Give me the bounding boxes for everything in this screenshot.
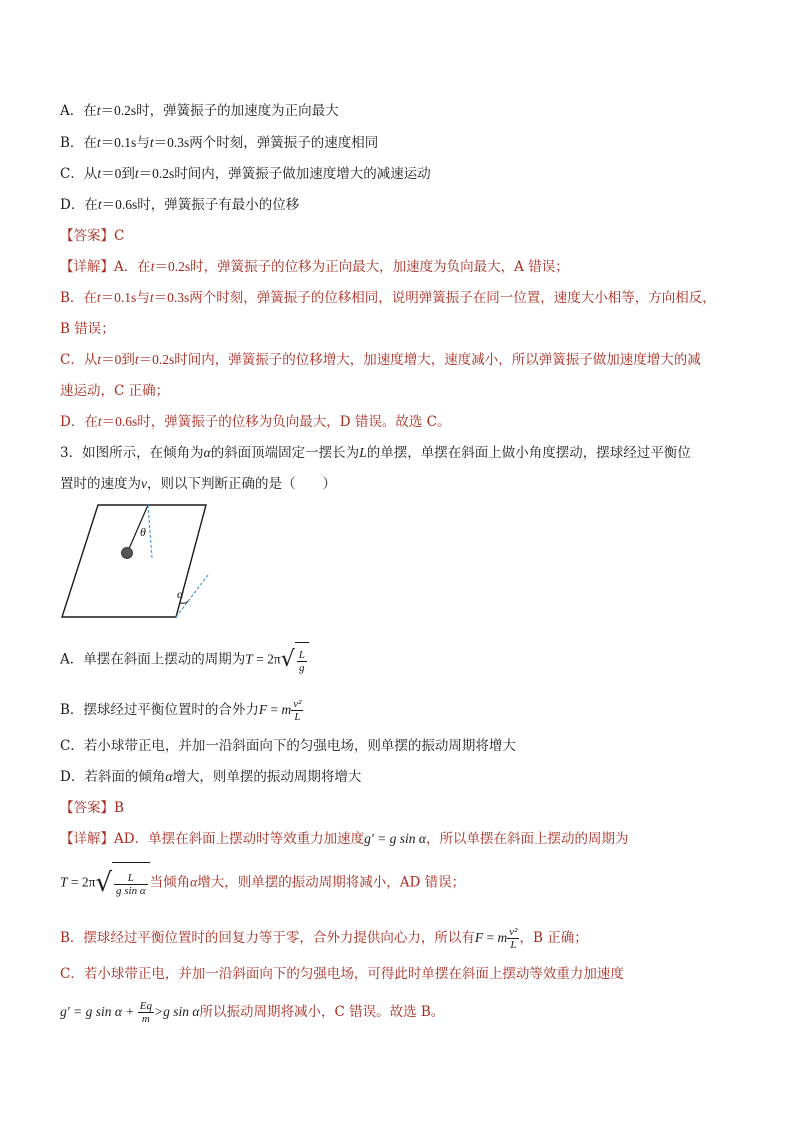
radical-sign-icon: √	[280, 647, 295, 672]
alpha-label: α	[177, 587, 184, 601]
q2-option-b: B．在t＝0.1s与t＝0.3s两个时刻，弹簧振子的速度相同	[60, 135, 379, 151]
q3-explain-line-3: B．摆球经过平衡位置时的回复力等于零，合外力提供向心力，所以有F = m $\frac{\text{v²}}{L}$ ，B 正确；	[60, 926, 588, 951]
q3-answer: 【答案】B	[60, 800, 124, 816]
q2-explain-line-2: B．在t＝0.1s与t＝0.3s两个时刻，弹簧振子的位移相同，说明弹簧振子在同一位置，速度大小相等，方向相反，	[60, 290, 716, 306]
inclined-pendulum-figure	[58, 500, 218, 622]
q3-option-a: A．单摆在斜面上摆动的周期为T = 2π√ $\frac{L}{g}$	[60, 642, 309, 678]
q3-option-c: C．若小球带正电，并加一沿斜面向下的匀强电场，则单摆的振动周期将增大	[60, 738, 516, 754]
q3-option-b: B．摆球经过平衡位置时的合外力F = m $\frac{\text{v²}}{L}$	[60, 698, 302, 723]
pendulum-bob	[122, 548, 133, 559]
q3-stem-line-1: 3．如图所示，在倾角为α的斜面顶端固定一摆长为L的单摆，单摆在斜面上做小角度摆动，摆球经过平衡位	[60, 445, 691, 461]
incline-plane-outline	[62, 505, 206, 617]
q3-stem-line-2: 置时的速度为v，则以下判断正确的是（ ）	[60, 476, 336, 492]
theta-label: θ	[140, 525, 146, 539]
q2-option-a: A．在t＝0.2s时，弹簧振子的加速度为正向最大	[60, 103, 339, 119]
sqrt-expression: √ $\frac{L}{g}$	[281, 642, 309, 678]
q2-option-c: C．从t＝0到t＝0.2s时间内，弹簧振子做加速度增大的减速运动	[60, 166, 431, 182]
q3-explain-line-2: T = 2π√ $\frac{L}{\text{g sin α}}$ 当倾角α增大，则单摆的振动周期将减小，AD 错误；	[60, 862, 465, 904]
q3-explain-line-5: g′ = g sin α + $\frac{Eq}{m}$ >g sin α所以振动周期将减小，C 错误。故选 B。	[60, 1000, 445, 1025]
q3-option-d: D．若斜面的倾角α增大，则单摆的振动周期将增大	[60, 769, 362, 785]
sqrt-expression: √ $\frac{L}{\text{g sin α}}$	[95, 862, 149, 904]
q2-explain-line-4: C．从t＝0到t＝0.2s时间内，弹簧振子的位移增大，加速度增大，速度减小，所以弹簧振子做加速度增大的减	[60, 352, 701, 368]
q2-option-d: D．在t＝0.6s时，弹簧振子有最小的位移	[60, 197, 300, 213]
q3-explain-line-4: C．若小球带正电，并加一沿斜面向下的匀强电场，可得此时单摆在斜面上摆动等效重力加速度	[60, 966, 624, 982]
q2-answer: 【答案】C	[60, 228, 125, 244]
q3-explain-line-1: 【详解】AD．单摆在斜面上摆动时等效重力加速度g′ = g sin α，所以单摆在斜面上摆动的周期为	[60, 831, 629, 847]
q2-explain-line-1: 【详解】A．在t＝0.2s时，弹簧振子的位移为正向最大，加速度为负向最大，A 错误；	[60, 259, 569, 275]
q2-explain-line-5: 速运动，C 正确；	[60, 383, 170, 399]
q2-explain-line-6: D．在t＝0.6s时，弹簧振子的位移为负向最大，D 错误。故选 C。	[60, 414, 451, 430]
radical-sign-icon: √	[95, 868, 113, 898]
vertical-dashed-line	[148, 505, 152, 558]
q2-explain-line-3: B 错误；	[60, 321, 115, 337]
